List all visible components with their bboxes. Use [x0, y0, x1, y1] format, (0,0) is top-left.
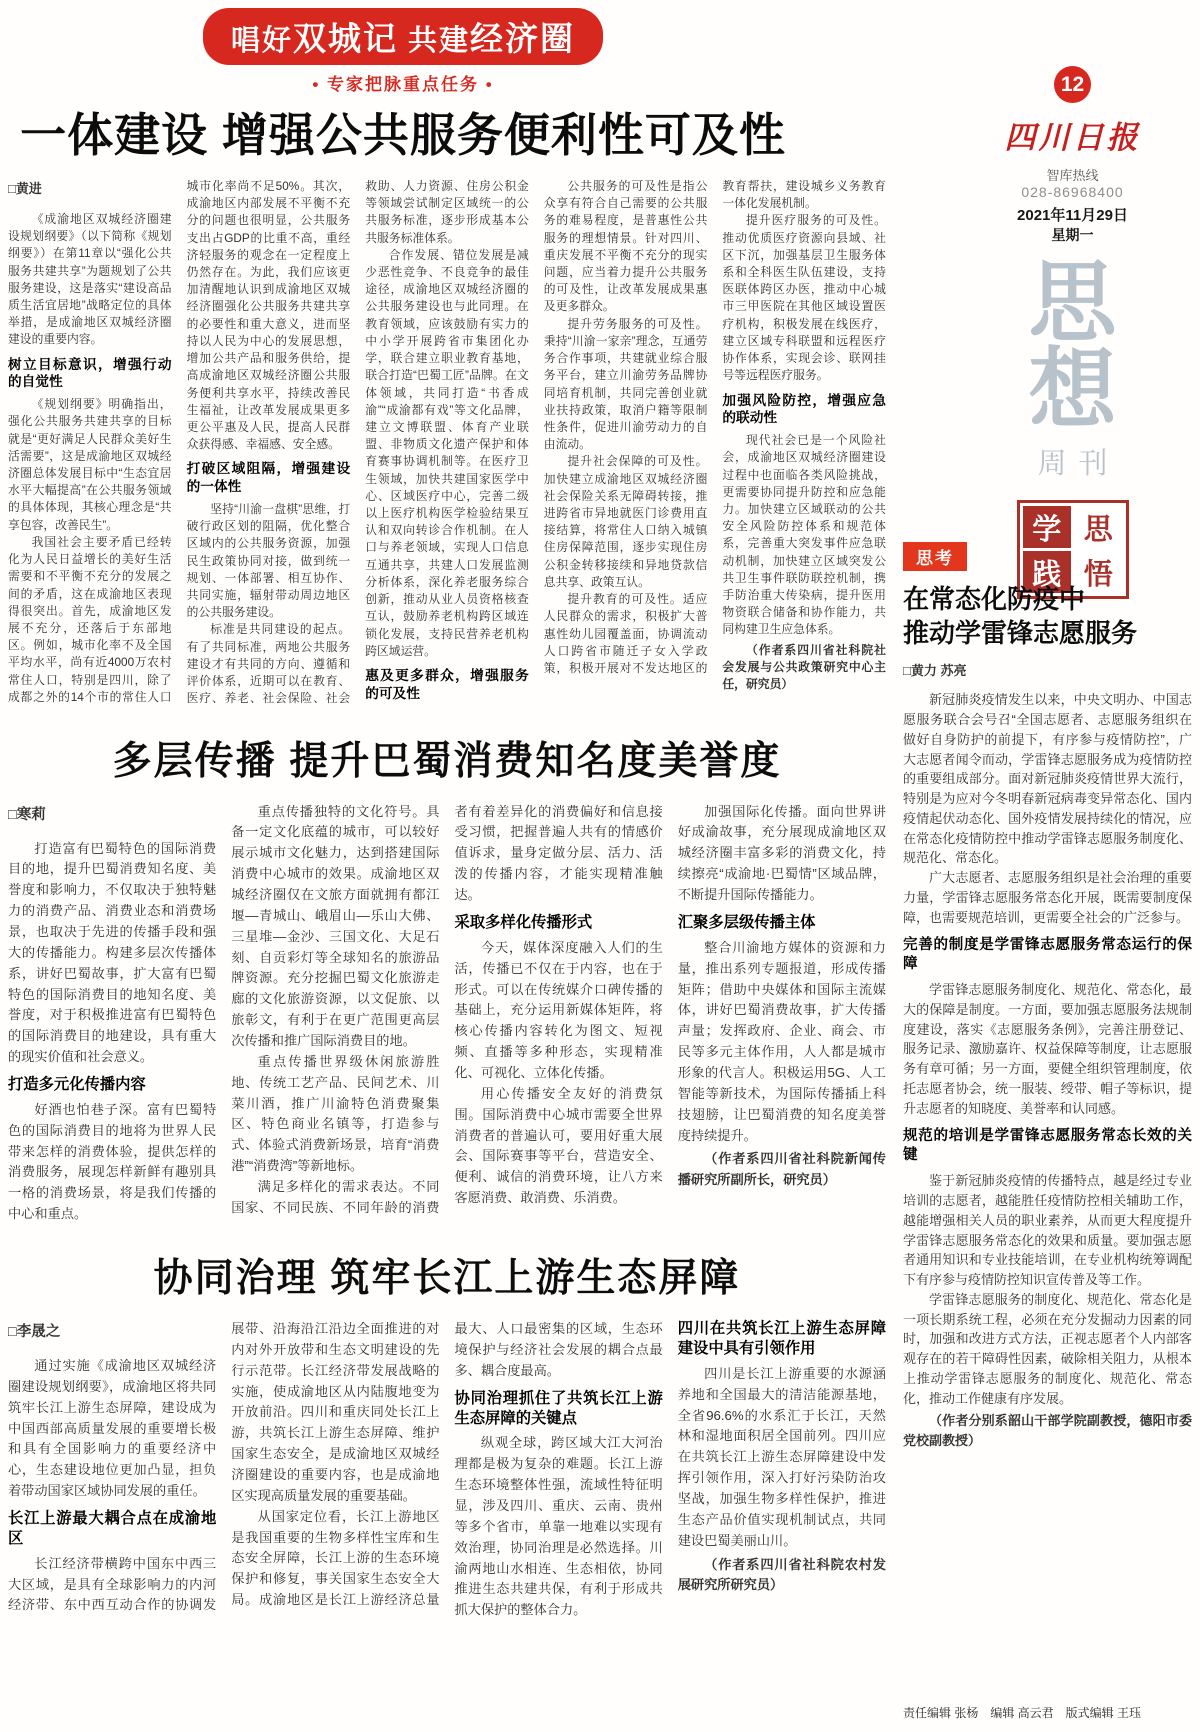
paragraph: 加强国际化传播。面向世界讲好成渝故事，充分展现成渝地区双城经济圈丰富多彩的消费文化，持续擦亮“成渝地·巴蜀情”区域品牌，不断提升国际传播能力。 — [677, 803, 886, 903]
newspaper-logo: 四川日报 — [1004, 120, 1141, 155]
paragraph: 重点传播世界级休闲旅游胜地、传统工艺产品、民间艺术、川菜川酒，推广川渝特色消费聚集区、特色商业名镇等，打造参与式、体验式消费新场景，培育“消费港”“消费湾”等新地标。 — [231, 1053, 440, 1174]
paragraph: 鉴于新冠肺炎疫情的传播特点，越是经过专业培训的志愿者，越能胜任疫情防控相关辅助工作，越能增强相关人员的职业素养，从而更大程度提升学雷锋志愿服务常态化的效果和质量。要加强志愿者通用知识和专业技能培训，在专业机构统筹调配下有序参与疫情防控知识宣传普及等工作。 — [903, 1173, 1192, 1288]
paragraph: 现代社会已是一个风险社会，成渝地区双城经济圈建设过程中也面临各类风险挑战，更需要协同提升防控和应急能力。加快建立区域联动的公共安全风险防控体系和规范体系，完善重大突发事件应急联动机制，加快建立区域突发公共卫生事件联防联控机制，携手防治重大传染病，提升医用物资联合储备和协作能力，共同构建卫生应急体系。 — [722, 433, 886, 637]
byline: □黄力 苏亮 — [903, 662, 967, 678]
paragraph: 通过实施《成渝地区双城经济圈建设规划纲要》，成渝地区将共同筑牢长江上游生态屏障，建设成为中国西部高质量发展的重要增长极和具有全国影响力的重要经济中心，生态建设地位更加凸显，担负着带动国家区域协同发展的重任。 — [8, 1357, 217, 1499]
paragraph: 我国社会主要矛盾已经转化为人民日益增长的美好生活需要和不平衡不充分的发展之间的矛盾，这在成渝地区表现得很突出。首先，成渝地区发展不充分，还落后于东部地区。例如，城市化率不及全国平均水平，尚有近4000万农村常住人口，特别是四川，除了成都之外的14个市的常住人口城市化率尚不足50%。其次，成渝地区内部发展不平衡不充分的问题也很明显，公共服务支出占GDP的比重不高，重经济轻服务的观念在一定程度上仍然存在。为此，我们应该更加清醒地认识到成渝地区双城经济圈强化公共服务共建共享的必要性和重大意义，进而坚持以人民为中心的发展思想，增加公共产品和服务供给，提高成渝地区双城经济圈公共服务便利共享水平，持续改善民生福祉，让改革发展成果更多更公平惠及人民，提高人民群众获得感、幸福感、安全感。 — [8, 178, 351, 704]
paragraph: 学雷锋志愿服务的制度化、规范化、常态化是一项长期系统工程，必须在充分发掘动力因素的同时，加强和改进方式方法，正视志愿者个人内部客观存在的若干障碍性因素，破除相关阻力，从根本上推动学雷锋志愿服务的制度化、规范化、常态化，推动工作健康有序发展。 — [903, 1291, 1192, 1406]
paragraph: 提升教育的可及性。适应人民群众的需求，积极扩大普惠性幼儿园覆盖面，协调流动人口跨省市随迁子女入学政策，积极开展对不发达地区的教育帮扶，建设城乡义务教育一体化发展机制。 — [543, 178, 886, 676]
paragraph: 合作发展、错位发展是减少恶性竞争、不良竞争的最佳途径，成渝地区双城经济圈的公共服务建设也与此同理。在教育领域，应该鼓励有实力的中小学开展跨省市集团化办学，联合建立职业教育基地，联合打造“巴蜀工匠”品牌。在文体领域，共同打造“书香成渝”“成渝都有戏”等文化品牌，建立文博联盟、体育产业联盟、非物质文化遗产保护和体育赛事协调机制等。在医疗卫生领域，加快共建国家医学中心、区域医疗中心，完善二级以上医疗机构医学检验结果互认和双向转诊合作机制。在人口与养老领域，实现人口信息互通共享，共建人口发展监测分析体系，深化养老服务综合创新，推动从业人员资格核查互认，鼓励养老机构跨区域连锁化发展，支持民营养老机构跨区域运营。 — [365, 247, 529, 658]
paragraph: 满足多样化的需求表达。不同国家、不同民族、不同年龄的消费者有着差异化的消费偏好和信息接受习惯，把握普遍人共有的情感价值诉求，量身定做分层、活力、活泼的传播内容，才能实现精准触达。 — [231, 803, 663, 1215]
article3-headline: 协同治理 筑牢长江上游生态屏障 — [153, 1257, 741, 1301]
author-attribution: （作者分别系韶山干部学院副教授，德阳市委党校副教授） — [903, 1413, 1192, 1449]
publication-weekday: 星期一 — [1051, 227, 1094, 243]
weekly-title — [955, 256, 1190, 482]
author-attribution: （作者系四川省社科院农村发展研究所研究员） — [677, 1556, 886, 1593]
editor-credits: 责任编辑 张杨 编辑 高云君 版式编辑 王珏 — [903, 1706, 1142, 1720]
section-subhead: 采取多样化传播形式 — [454, 913, 593, 931]
thought-headline — [903, 583, 1192, 651]
paragraph: 重点传播独特的文化符号。具备一定文化底蕴的城市，可以较好展示城市文化魅力，达到搭建国际消费中心城市的效果。成渝地区双城经济圈仅在文旅方面就拥有都江堰—青城山、峨眉山—乐山大佛、三星堆—金沙、三国文化、大足石刻、自贡彩灯等全球知名的旅游品牌资源。充分挖掘巴蜀文化旅游走廊的文化旅游资源，以文促旅、以旅彰文，有利于在更广范围更高层次传播和推广国际消费目的地。 — [231, 803, 440, 1049]
series-banner — [8, 8, 798, 95]
banner-text-1: 唱好 — [230, 25, 293, 57]
thought-headline-line2: 推动学雷锋志愿服务 — [903, 617, 1138, 648]
section-subhead: 惠及更多群众，增强服务的可及性 — [365, 668, 529, 701]
byline: □李晟之 — [8, 1324, 61, 1341]
paragraph: 从国家定位看，长江上游地区是我国重要的生物多样性宝库和生态安全屏障，长江上游的生态环境保护和修复，事关国家生态安全大局。成渝地区是长江上游经济总量最大、人口最密集的区域，生态环境保护与经济社会发展的耦合点最多、耦合度最高。 — [231, 1321, 663, 1608]
hotline-label: 智库热线 — [1046, 168, 1099, 183]
page-number-badge: 12 — [1054, 66, 1091, 103]
paragraph: 四川是长江上游重要的水源涵养地和全国最大的清洁能源基地，全省96.6%的水系汇于长江，天然林和湿地面积居全国前列。四川应在共筑长江上游生态屏障建设中发挥引领作用，深入打好污染防治攻坚战，加强生物多样性保护，推进生态产品价值实现机制试点，共同建设巴蜀美丽山川。 — [677, 1365, 886, 1548]
section-subhead: 完善的制度是学雷锋志愿服务常态运行的保障 — [903, 937, 1192, 973]
byline: □黄进 — [8, 180, 42, 196]
paragraph: 提升劳务服务的可及性。秉持“川渝一家亲”理念，互通劳务合作事项，共建就业综合服务平台，建立川渝劳务品牌协同培育机制，共同完善创业就业扶持政策，取消户籍等限制性条件，促进川渝劳动力的自由流动。 — [543, 316, 708, 452]
publication-date: 2021年11月29日 — [1017, 207, 1128, 224]
section-subhead: 汇聚多层级传播主体 — [677, 913, 816, 931]
section-subhead: 长江上游最大耦合点在成渝地区 — [8, 1509, 217, 1547]
author-attribution: （作者系四川省社科院社会发展与公共政策研究中心主任，研究员） — [722, 642, 886, 692]
byline: □寒莉 — [8, 806, 46, 823]
thought-column — [903, 542, 1192, 1451]
paragraph: 好酒也怕巷子深。富有巴蜀特色的国际消费目的地将为世界人民带来怎样的消费体验，提供怎样的消费服务，展现怎样新鲜有趣别具一格的消费场景，将是我们传播的中心和重点。 — [8, 1101, 217, 1222]
section-subhead: 加强风险防控，增强应急的联动性 — [722, 392, 886, 426]
thought-headline-line1: 在常态化防疫中 — [903, 584, 1086, 614]
article3 — [8, 1247, 886, 1621]
paragraph: 学雷锋志愿服务制度化、规范化、常态化，最大的保障是制度。一方面，要加强志愿服务法规制度建设，落实《志愿服务条例》，完善注册登记、服务记录、激励嘉许、权益保障等制度，让志愿服务有章可循；另一方面，要健全组织管理制度，依托志愿者协会，统一服装、绶带、帽子等标识，提升志愿者的知晓度、美誉率和认同感。 — [903, 982, 1192, 1116]
paragraph: 《成渝地区双城经济圈建设规划纲要》（以下简称《规划纲要》）在第11章以“强化公共服务共建共享”为题规划了公共服务建设，这是落实“建设高品质生活宜居地”战略定位的具体举措，是成渝地区双城经济圈建设的重要内容。 — [8, 211, 172, 347]
paragraph: 用心传播安全友好的消费氛围。国际消费中心城市需要全世界消费者的普遍认可，要用好重大展会、国际赛事等平台，营造安全、便利、诚信的消费环境，让八方来客愿消费、敢消费、乐消费。 — [454, 1085, 663, 1206]
hotline-number: 028-86968400 — [1021, 184, 1124, 200]
series-banner-pill — [203, 8, 603, 65]
paragraph: 纵观全球，跨区域大江大河治理都是极为复杂的难题。长江上游生态环境整体性强，流域性特征明显，涉及四川、重庆、云南、贵州等多个省市，单靠一地难以实现有效治理，协同治理是必然选择。川渝两地山水相连、生态相依，协同推进生态共建共保，有利于形成共抓大保护的整体合力。 — [454, 1435, 663, 1618]
paragraph: 提升社会保障的可及性。加快建立成渝地区双城经济圈社会保险关系无障碍转接，推进跨省市异地就医门诊费用直接结算，将常住人口纳入城镇住房保障范围，逐步实现住房公积金转移接续和异地贷款信息共享、政策互认。 — [543, 454, 708, 589]
seal-char-2: 思 — [1083, 513, 1113, 546]
paragraph: 新冠肺炎疫情发生以来，中央文明办、中国志愿服务联合会号召“全国志愿者、志愿服务组织在做好自身防护的前提下，有序参与疫情防控”，广大志愿者闻令而动，学雷锋志愿服务成为疫情防控的重要组成部分。面对新冠肺炎疫情世界大流行，特别是为应对今冬明春新冠病毒变异常态化、国内疫情起伏动态化、国外疫情发展持续化的情况，应在常态化疫情防控中推动学雷锋志愿服务制度化、规范化、常态化。 — [903, 692, 1192, 866]
paragraph: 广大志愿者、志愿服务组织是社会治理的重要力量，学雷锋志愿服务常态化开展，既需要制度保障，也需要规范培训，更需要全社会的广泛参与。 — [903, 870, 1192, 925]
section-subhead: 规范的培训是学雷锋志愿服务常态长效的关键 — [903, 1128, 1192, 1164]
section-subhead: 树立目标意识，增强行动的自觉性 — [8, 356, 172, 390]
paragraph: 坚持“川渝一盘棋”思维，打破行政区划的阻隔，优化整合区域内的公共服务资源，加强民生政策协同对接，做到统一规划、一体部署、相互协作、共同实施，辐射带动周边地区的公共服务建设。 — [186, 501, 351, 620]
banner-text-4: 经济圈 — [470, 20, 576, 57]
seal-char-4: 悟 — [1083, 558, 1113, 591]
paragraph: 《规划纲要》明确指出，强化公共服务共建共享的目标就是“更好满足人民群众美好生活需要”，这是成渝地区双城经济圈总体发展目标中“生态宜居水平大幅提高”在公共服务领域的具体体现，其核心理念是“共享包容，改善民生”。 — [8, 397, 172, 532]
seal-char-3: 践 — [1023, 551, 1072, 593]
series-banner-tagline: • 专家把脉重点任务 • — [312, 75, 494, 94]
main-content-area — [8, 8, 886, 1621]
paragraph: 公共服务的可及性是指公众享有符合自己需要的公共服务的难易程度，是普惠性公共服务的理想情景。针对四川、重庆发展不平衡不充分的现实问题，应当着力提升公共服务的可及性，让改革发展成果惠及更多群众。 — [543, 178, 708, 314]
section-subhead: 打破区域阻隔，增强建设的一体性 — [186, 461, 351, 495]
thought-body — [903, 661, 1192, 1451]
masthead — [955, 66, 1190, 599]
paragraph: 长江经济带横跨中国东中西三大区域，是具有全球影响力的内河经济带、东中西互动合作的协调发展带、沿海沿江沿边全面推进的对内对外开放带和生态文明建设的先行示范带。长江经济带发展战略的实施，使成渝地区从内陆腹地变为开放前沿。四川和重庆同处长江上游，共筑长江上游生态屏障、维护国家生态安全，是成渝地区双城经济圈建设的重要内容，也是成渝地区实现高质量发展的重要基础。 — [8, 1321, 440, 1613]
section-subhead: 打造多元化传播内容 — [8, 1075, 146, 1093]
article3-body — [8, 1319, 886, 1621]
weekly-subtitle: 周刊 — [1037, 448, 1120, 481]
paragraph: 今天，媒体深度融入人们的生活，传播已不仅在于内容，也在于形式。可以在传统媒介口碑传播的基础上，充分运用新媒体矩阵，将核心传播内容转化为图文、短视频、直播等多种形态，实现精准化、可视化、立体化传播。 — [454, 939, 663, 1080]
article2 — [8, 730, 886, 1225]
section-subhead: 四川在共筑长江上游生态屏障建设中具有引领作用 — [677, 1320, 886, 1357]
banner-text-3: 共建 — [397, 25, 471, 57]
seal-char-1: 学 — [1023, 506, 1072, 548]
article2-body — [8, 802, 886, 1225]
weekly-title-char-1: 思 — [1028, 256, 1117, 353]
author-attribution: （作者系四川省社科院新闻传播研究所副所长，研究员） — [677, 1151, 886, 1188]
weekly-title-char-2: 想 — [1028, 343, 1117, 441]
section-subhead: 协同治理抓住了共筑长江上游生态屏障的关键点 — [454, 1389, 663, 1427]
thought-label: 思考 — [903, 542, 967, 571]
article2-headline: 多层传播 提升巴蜀消费知名度美誉度 — [112, 739, 782, 783]
banner-text-2: 双城记 — [292, 20, 398, 57]
article1-headline: 一体建设 增强公共服务便利性可及性 — [20, 109, 786, 161]
paragraph: 标准是共同建设的起点。有了共同标准，两地公共服务建设才有共同的方向、遵循和评价体系，近期可以在教育、医疗、养老、社会保险、社会救助、人力资源、住房公积金等领域尝试制定区域统一的公共服务标准，逐步形成基本公共服务标准体系。 — [186, 178, 529, 706]
article1-body — [8, 178, 886, 708]
paragraph: 打造富有巴蜀特色的国际消费目的地，提升巴蜀消费知名度、美誉度和影响力，不仅取决于独特魅力的消费产品、消费业态和消费场景，也取决于先进的传播手段和强大的传播能力。构建多层次传播体系，讲好巴蜀故事，扩大富有巴蜀特色的国际消费目的地知名度、美誉度，对于积极推进富有巴蜀特色的国际消费目的地建设，具有重大的现实价值和社会意义。 — [8, 840, 217, 1065]
paragraph: 整合川渝地方媒体的资源和力量，推出系列专题报道，形成传播矩阵；借助中央媒体和国际主流媒体，讲好巴蜀消费故事，扩大传播声量；发挥政府、企业、商会、市民等多元主体作用，人人都是城市形象的代言人。积极运用5G、人工智能等新技术，为国际传播插上科技翅膀，让巴蜀消费的知名度美誉度持续提升。 — [677, 939, 886, 1143]
paragraph: 提升医疗服务的可及性。推动优质医疗资源向县域、社区下沉，加强基层卫生服务体系和全科医生队伍建设，支持医联体跨区办医，推动中心城市三甲医院在其他区域设置医疗机构，积极发展在线医疗，建立区域专科联盟和远程医疗协作体系，实现会诊、联网挂号等远程医疗服务。 — [722, 213, 886, 383]
